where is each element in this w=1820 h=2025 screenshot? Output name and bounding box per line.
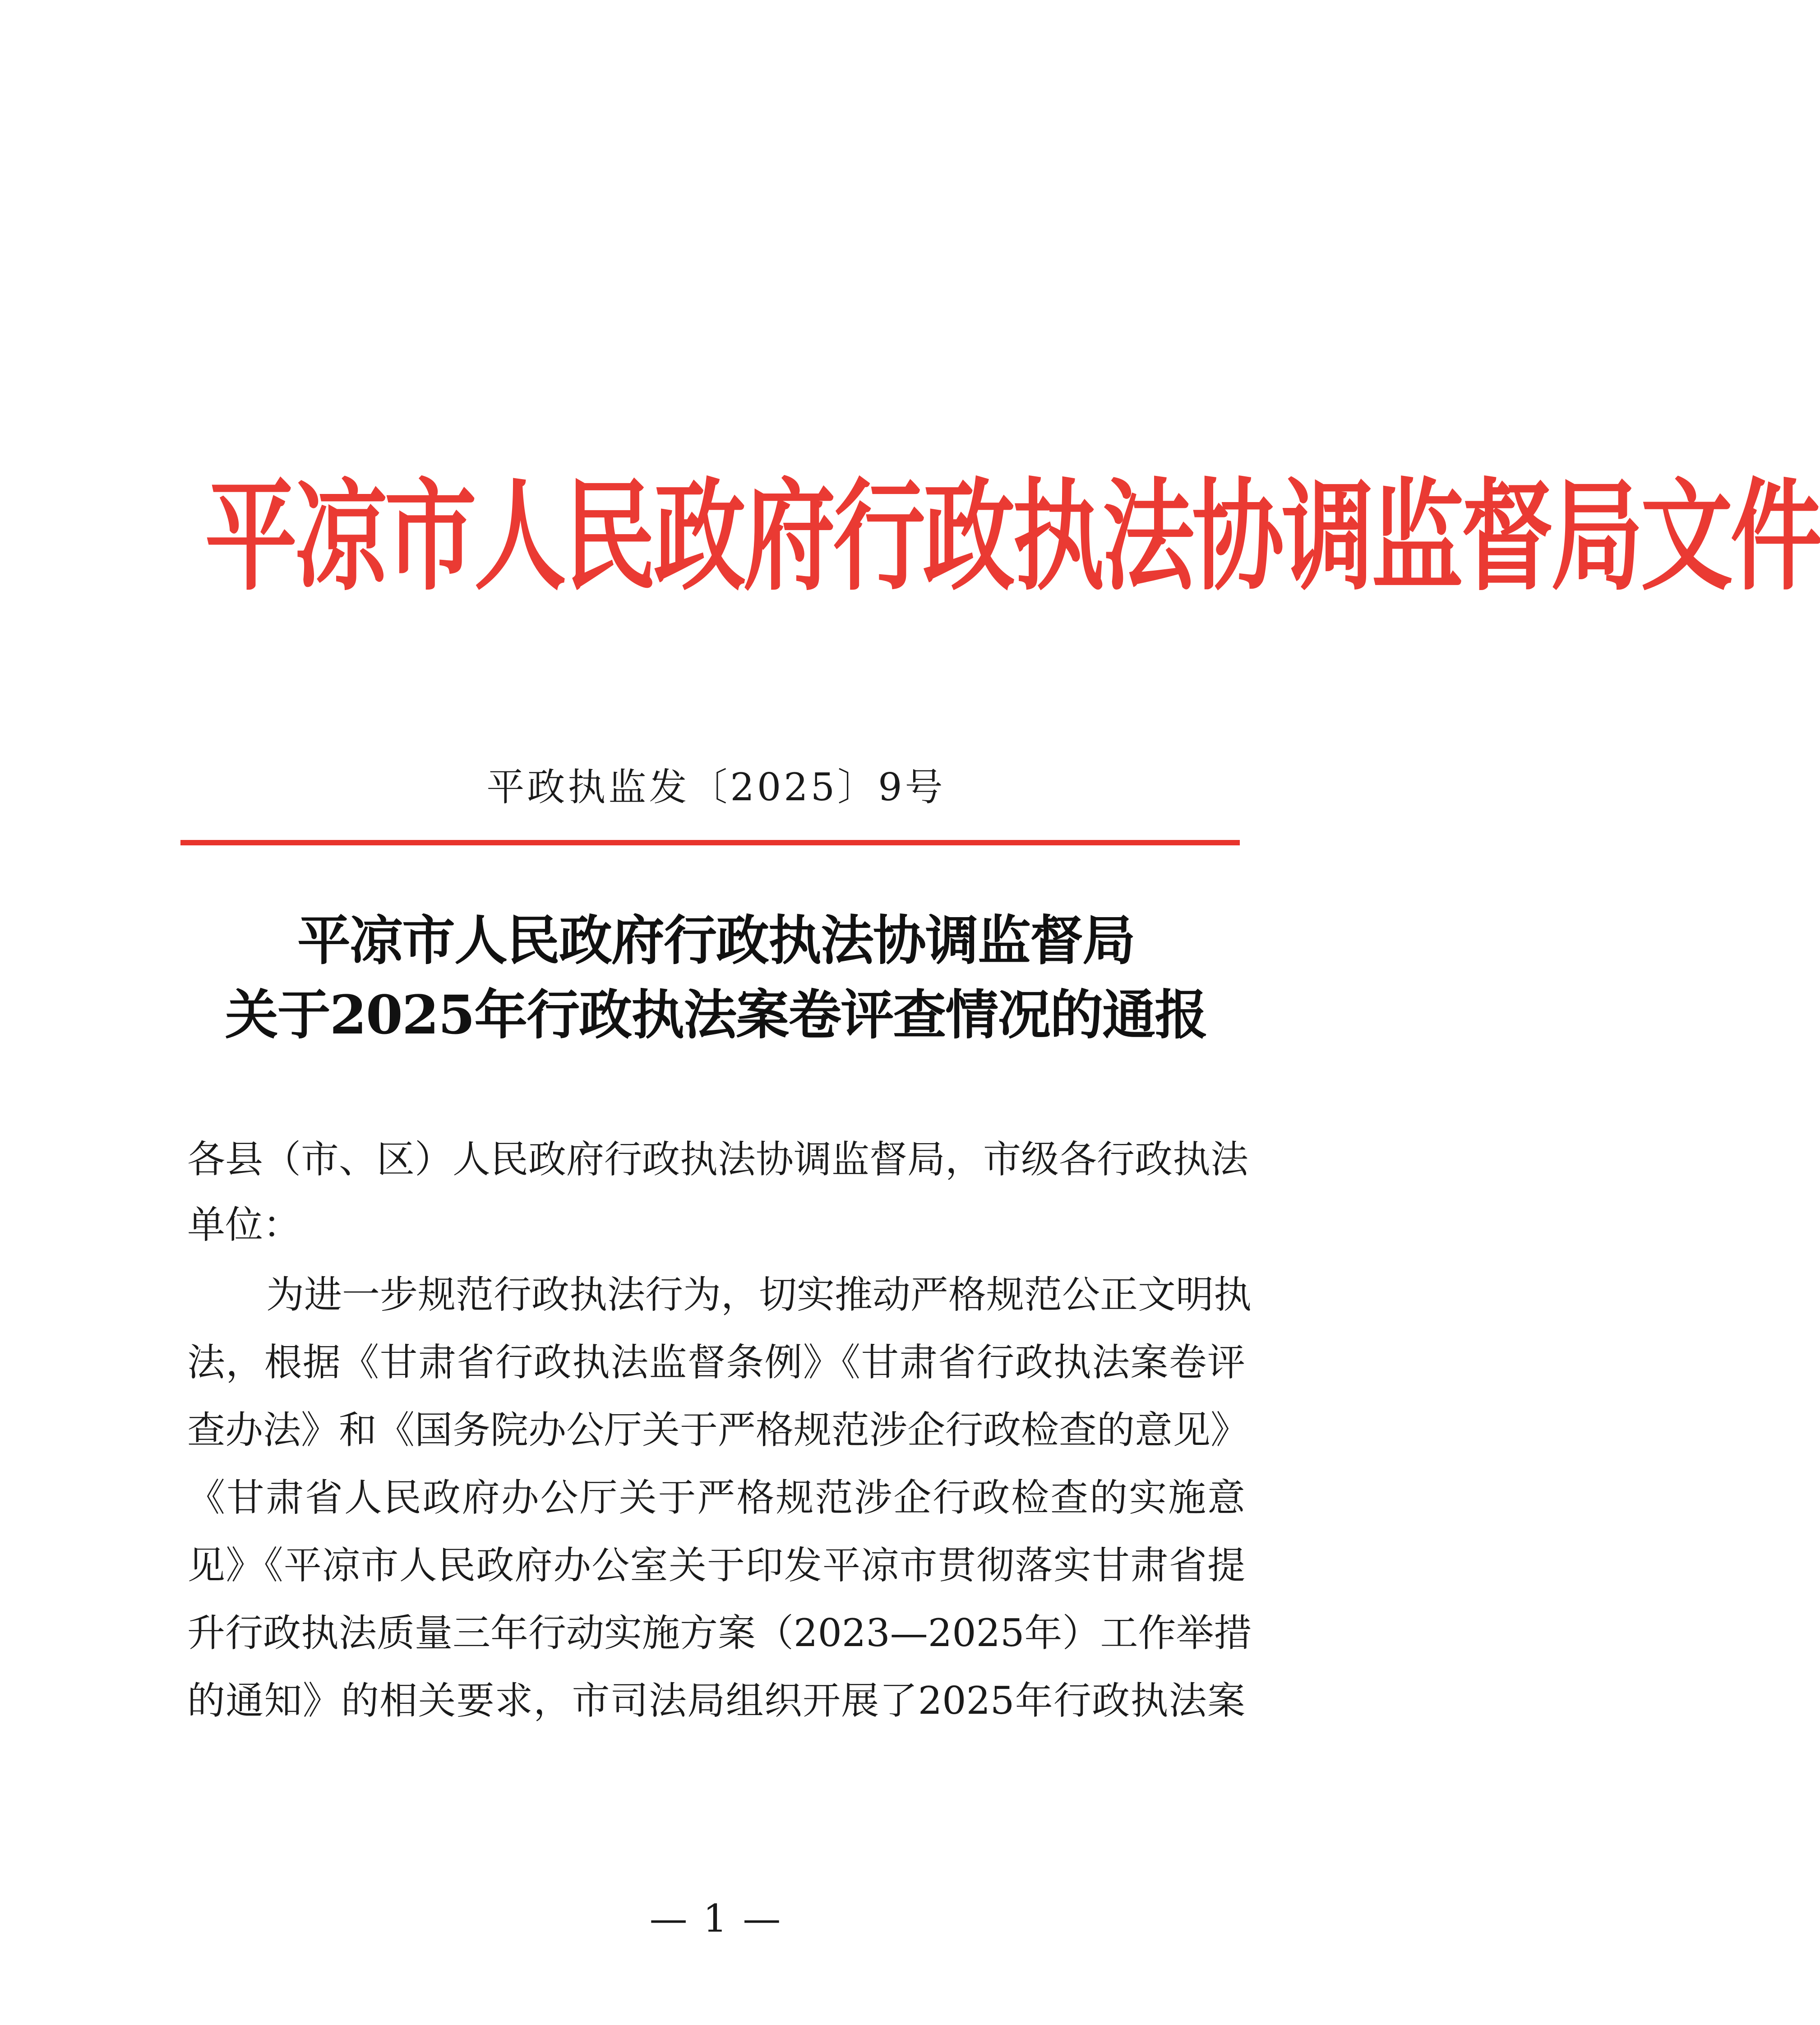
- addressee-line-2: 单位：: [187, 1203, 301, 1247]
- addressee-line-1: 各县（市、区）人民政府行政执法协调监督局，市级各行政执法: [187, 1137, 1249, 1181]
- red-separator-rule: [180, 840, 1240, 845]
- paragraph-line: 法，根据《甘肃省行政执法监督条例》《甘肃省行政执法案卷评: [187, 1340, 1245, 1384]
- paragraph-line: 查办法》和《国务院办公厅关于严格规范涉企行政检查的意见》: [187, 1408, 1249, 1452]
- paragraph-line: 为进一步规范行政执法行为，切实推动严格规范公正文明执: [266, 1273, 1252, 1317]
- paragraph-line: 见》《平凉市人民政府办公室关于印发平凉市贯彻落实甘肃省提: [187, 1543, 1245, 1587]
- document-title-line-1: 平凉市人民政府行政执法协调监督局: [297, 909, 1135, 972]
- paragraph-line: 《甘肃省人民政府办公厅关于严格规范涉企行政检查的实施意: [187, 1476, 1245, 1520]
- paragraph-line: 升行政执法质量三年行动实施方案（2023—2025年）工作举措: [187, 1611, 1252, 1655]
- issuer-header-title: 平凉市人民政府行政执法协调监督局文件: [205, 466, 1820, 607]
- document-number: 平政执监发〔2025〕9号: [486, 765, 946, 809]
- document-title-line-2: 关于2025年行政执法案卷评查情况的通报: [225, 983, 1207, 1046]
- paragraph-line: 的通知》的相关要求，市司法局组织开展了2025年行政执法案: [187, 1679, 1245, 1723]
- page-number: — 1 —: [649, 1896, 783, 1941]
